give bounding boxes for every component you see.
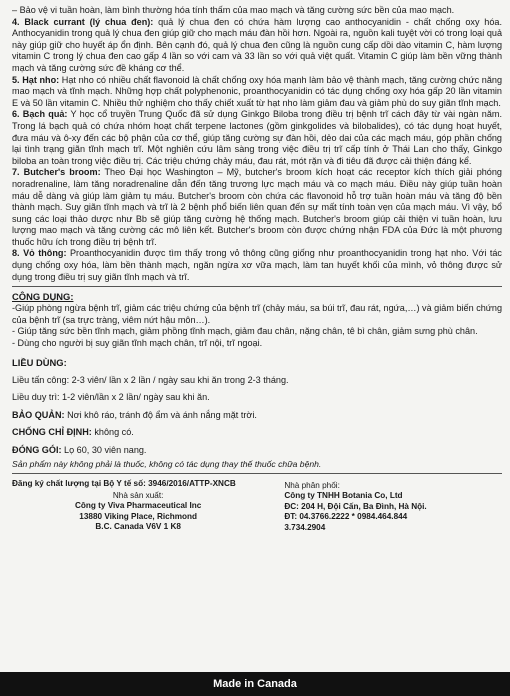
contra-label: CHỐNG CHỈ ĐỊNH: [12,427,92,438]
manufacturer-address-2: B.C. Canada V6V 1 K8 [95,522,181,532]
footer-divider [12,473,502,474]
dosage-attack: Liều tấn công: 2-3 viên/ lần x 2 lần / ngày sau khi ăn trong 2-3 tháng. [12,374,289,385]
registration-line: Đăng ký chất lượng tại Bộ Y tế số: 3946/2016/ATTP-XNCB [12,478,236,488]
manufacturer-label: Nhà sản xuất: [112,490,164,500]
disclaimer-note: Sản phẩm này không phải là thuốc, không có tác dụng thay thế thuốc chữa bệnh. [12,458,322,469]
uses-line: -Giúp phòng ngừa bệnh trĩ, giảm các triệu chứng của bệnh trĩ (chảy máu, sa búi trĩ, đau rát, ngứa,…) và giảm biến chứng của bệnh trĩ (sa trực tràng, viêm nứt hậu môn…). [12,303,502,325]
storage-line [12,410,502,422]
ingredient-grape-seed [12,75,502,110]
section-divider [12,286,502,287]
ingredient-pine-bark [12,248,502,283]
distributor-phone: ĐT: 04.3766.2222 * 0984.464.844 [284,512,408,522]
intro-line: – Bảo vệ vi tuần hoàn, làm bình thường hóa tính thấm của mao mạch và tăng cường sức bền của mao mạch. [12,5,455,15]
ingredient-label: 5. Hạt nho: [12,74,60,85]
manufacturer-address-1: 13880 Viking Place, Richmond [79,511,198,521]
ingredient-text: Y học cổ truyền Trung Quốc đã sử dụng Ginkgo Biloba trong điều trị bệnh trĩ cách đây từ vài ngàn năm. Trong lá bạch quả có chứa nhóm hoạt chất terpene lactones (gồm ginkgolides và bilobalides), có tác dụng hoạt huyết, đưa máu và ô-xy đến các bộ phận của cơ thể, giúp tăng cường sự đàn hồi, dẻo dai của các mạch máu, góp phần chống lại tình trạng giãn tĩnh mạch trĩ. Một nghiên cứu lâm sàng trong việc điều trị trĩ cấp tính ở Thái Lan cho thấy, Ginkgo biloba an toàn trong việc điều trị. Các triệu chứng chảy máu, đau rát, mót rặn và đi tiêu đã được cải thiện đáng kể. [12,109,502,166]
storage-label: BẢO QUẢN: [12,409,65,420]
pack-label: ĐÓNG GÓI: [12,445,62,455]
pack-line [12,445,502,457]
ingredient-text: Hạt nho có nhiều chất flavonoid là chất chống oxy hóa mạnh làm bảo vệ thành mạch, tăng cường chức năng mao mạch và tĩnh mạch. Những hợp chất polyphenonic, proanthocyanidin có tác dụng chống oxy hóa gấp 20 lần vitamin E và 50 lần vitamin C. Nhiều thử nghiệm cho thấy chiết xuất từ hạt nho làm giảm đau và giảm phù do suy giãn tĩnh mạch. [12,74,502,108]
distributor-block [284,481,502,534]
dosage-title: LIỀU DÙNG: [12,356,67,368]
uses-title: CÔNG DỤNG: [12,291,74,303]
made-in-banner: Made in Canada [0,672,510,696]
ingredient-butchers-broom [12,167,502,248]
manufacturer-block [12,491,264,534]
uses-line: - Dùng cho người bị suy giãn tĩnh mạch chân, trĩ nội, trĩ ngoại. [12,338,263,349]
ingredient-label: 6. Bạch quả: [12,109,68,120]
ingredient-label: 4. Black currant (lý chua đen): [12,16,154,27]
pack-text: Lọ 60, 30 viên nang. [61,445,147,455]
dosage-maintain: Liều duy trì: 1-2 viên/lần x 2 lần/ ngày sau khi ăn. [12,392,210,403]
ingredient-text: Proanthocyanidin được tìm thấy trong vỏ thông cũng giống như proanthocyanidin trong hạt nho. Với tác dụng chống oxy hóa, làm bền thành mạch, ngăn ngừa xơ vữa mạch, làm tan huyết khối của mình, vỏ thông được sử dụng trong điều trị suy giãn tĩnh mạch và trĩ. [12,248,502,282]
distributor-phone-2: 3.734.2904 [284,522,326,532]
ingredient-black-currant [12,17,502,75]
ingredient-label: 7. Butcher's broom: [12,167,101,178]
distributor-label: Nhà phân phối: [284,480,340,490]
ingredient-text: quả lý chua đen có chứa hàm lượng cao anthocyanidin - chất chống oxy hóa. Anthocyanidin trong quả lý chua đen giúp giữ cho mạch máu đàn hồi hơn. Ngoài ra, nguồn kali tuyệt vời có trong loại quả này giúp giữ cho huyết áp ổn định. Bên cạnh đó, quả lý chua đen cũng là nguồn cung cấp dồi dào vitamin C, hàm lượng vitamin C trong lý chua đen cao gấp 4 lần so với cam và 33 lần so với quả việt quất. Vitamin C giúp làm bền vững thành mạch và tăng cường sức đề kháng cơ thể. [12,16,503,73]
uses-line: - Giúp tăng sức bền tĩnh mạch, giảm phồng tĩnh mạch, giảm đau chân, nặng chân, tê bì chân, giảm sưng phù chân. [12,326,478,337]
storage-text: Nơi khô ráo, tránh độ ẩm và ánh nắng mặt trời. [64,409,257,420]
ingredient-list [12,17,502,284]
distributor-name: Công ty TNHH Botania Co, Ltd [284,491,403,501]
distributor-address: ĐC: 204 H, Đội Cấn, Ba Đình, Hà Nội. [284,501,427,511]
contra-text: không có. [91,427,134,438]
ingredient-text: Theo Đại học Washington – Mỹ, butcher's broom kích hoạt các receptor kích thích giải phóng noradrenaline, làm tăng noradrenaline dẫn đến tăng trương lực mạch máu và co mạch máu. Điều này giúp tuần hoàn máu dễ dàng và giúp làm giảm tụ máu. Butcher's broom còn chứa các flavonoid hỗ trợ tuần hoàn máu và tăng độ bền thành mạch. Suy giãn tĩnh mạch và trĩ là 2 bệnh phổ biến liên quan đến sự mất tính toàn vẹn của mạch máu. Vì vậy, bổ sung các loại thảo dược như Bb sẽ giúp tăng cường hệ thống mạch. Butcher's broom giúp cải thiện vi tuần hoàn, lưu lượng mao mạch và tăng cường các mô liên kết. Butcher's broom còn được chứng nhận FDA của Đức là một phương thuốc hữu ích trong điều trị bệnh trĩ. [12,167,502,247]
ingredient-ginkgo [12,109,502,167]
ingredient-label: 8. Vỏ thông: [12,248,67,259]
manufacturer-name: Công ty Viva Pharmaceutical Inc [74,501,202,511]
contra-line [12,427,502,439]
